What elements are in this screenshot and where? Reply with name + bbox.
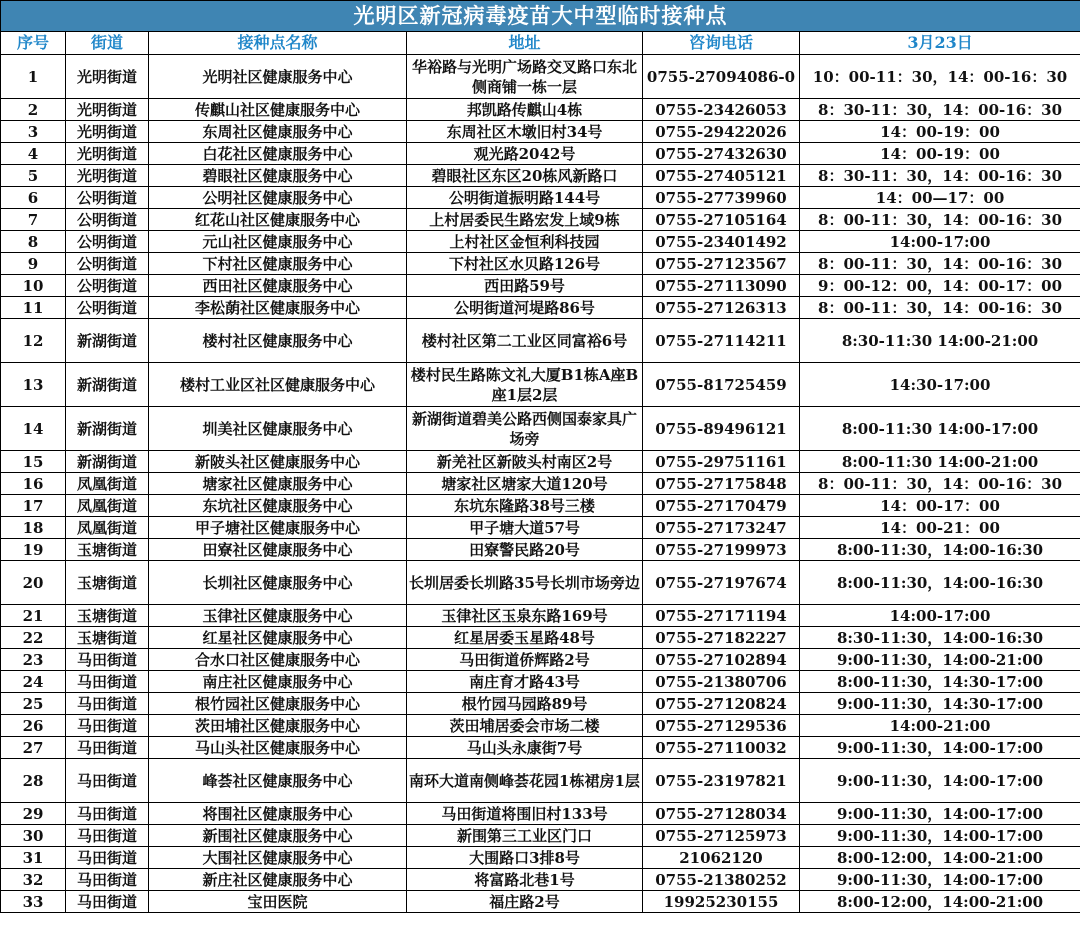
- cell-phone: 0755-27182227: [643, 627, 800, 649]
- cell-phone: 0755-27170479: [643, 495, 800, 517]
- table-row: [1, 143, 1080, 165]
- header-no: 序号: [1, 32, 66, 55]
- cell-hours: 9:00-11:30，14:00-17:00: [800, 737, 1080, 759]
- cell-address: 邦凯路传麒山4栋: [407, 99, 643, 121]
- cell-no: 28: [1, 759, 66, 803]
- cell-hours: 14:00-21:00: [800, 715, 1080, 737]
- table-row: [1, 539, 1080, 561]
- cell-street: 马田街道: [66, 693, 149, 715]
- header-address: 地址: [407, 32, 643, 55]
- cell-address: 南庄育才路43号: [407, 671, 643, 693]
- cell-phone: 0755-27113090: [643, 275, 800, 297]
- cell-street: 马田街道: [66, 715, 149, 737]
- cell-site-name: 元山社区健康服务中心: [149, 231, 407, 253]
- cell-address: 长圳居委长圳路35号长圳市场旁边: [407, 561, 643, 605]
- cell-phone: 0755-27123567: [643, 253, 800, 275]
- cell-phone: 0755-27094086-0: [643, 55, 800, 99]
- cell-hours: 9:00-11:30，14:00-17:00: [800, 803, 1080, 825]
- cell-phone: 0755-81725459: [643, 363, 800, 407]
- cell-street: 玉塘街道: [66, 561, 149, 605]
- cell-hours: 8:00-11:30，14:30-17:00: [800, 671, 1080, 693]
- cell-address: 马山头永康街7号: [407, 737, 643, 759]
- cell-no: 19: [1, 539, 66, 561]
- cell-no: 12: [1, 319, 66, 363]
- cell-no: 18: [1, 517, 66, 539]
- cell-hours: 8:00-11:30，14:00-16:30: [800, 539, 1080, 561]
- cell-street: 新湖街道: [66, 451, 149, 473]
- cell-site-name: 塘家社区健康服务中心: [149, 473, 407, 495]
- cell-site-name: 大围社区健康服务中心: [149, 847, 407, 869]
- cell-street: 公明街道: [66, 297, 149, 319]
- cell-street: 马田街道: [66, 737, 149, 759]
- cell-site-name: 楼村社区健康服务中心: [149, 319, 407, 363]
- table-row: [1, 803, 1080, 825]
- cell-address: 福庄路2号: [407, 891, 643, 913]
- cell-phone: 21062120: [643, 847, 800, 869]
- cell-site-name: 新围社区健康服务中心: [149, 825, 407, 847]
- cell-street: 马田街道: [66, 847, 149, 869]
- cell-site-name: 东周社区健康服务中心: [149, 121, 407, 143]
- cell-hours: 9:00-11:30，14:30-17:00: [800, 693, 1080, 715]
- table-row: [1, 55, 1080, 99]
- table-row: [1, 891, 1080, 913]
- cell-address: 观光路2042号: [407, 143, 643, 165]
- cell-hours: 8：00-11：30，14：00-16：30: [800, 209, 1080, 231]
- cell-hours: 8:00-11:30 14:00-21:00: [800, 451, 1080, 473]
- cell-address: 碧眼社区东区20栋风新路口: [407, 165, 643, 187]
- cell-hours: 10：00-11：30，14：00-16：30: [800, 55, 1080, 99]
- cell-no: 16: [1, 473, 66, 495]
- cell-address: 东周社区木墩旧村34号: [407, 121, 643, 143]
- cell-no: 33: [1, 891, 66, 913]
- cell-street: 玉塘街道: [66, 539, 149, 561]
- cell-site-name: 红花山社区健康服务中心: [149, 209, 407, 231]
- cell-street: 马田街道: [66, 891, 149, 913]
- cell-street: 马田街道: [66, 759, 149, 803]
- cell-phone: 0755-27114211: [643, 319, 800, 363]
- cell-no: 3: [1, 121, 66, 143]
- cell-no: 6: [1, 187, 66, 209]
- cell-street: 光明街道: [66, 165, 149, 187]
- cell-street: 新湖街道: [66, 363, 149, 407]
- cell-address: 上村居委民生路宏发上域9栋: [407, 209, 643, 231]
- cell-address: 新围第三工业区门口: [407, 825, 643, 847]
- header-date: 3月23日: [800, 32, 1080, 55]
- cell-phone: 0755-27126313: [643, 297, 800, 319]
- cell-site-name: 甲子塘社区健康服务中心: [149, 517, 407, 539]
- cell-site-name: 下村社区健康服务中心: [149, 253, 407, 275]
- cell-phone: 0755-27125973: [643, 825, 800, 847]
- cell-no: 20: [1, 561, 66, 605]
- cell-site-name: 新庄社区健康服务中心: [149, 869, 407, 891]
- cell-phone: 0755-89496121: [643, 407, 800, 451]
- cell-phone: 0755-27175848: [643, 473, 800, 495]
- cell-street: 新湖街道: [66, 319, 149, 363]
- cell-no: 2: [1, 99, 66, 121]
- cell-phone: 0755-27120824: [643, 693, 800, 715]
- table-row: [1, 407, 1080, 451]
- cell-site-name: 茨田埔社区健康服务中心: [149, 715, 407, 737]
- cell-phone: 0755-23426053: [643, 99, 800, 121]
- cell-hours: 8:00-11:30 14:00-17:00: [800, 407, 1080, 451]
- cell-no: 29: [1, 803, 66, 825]
- cell-no: 26: [1, 715, 66, 737]
- header-street: 街道: [66, 32, 149, 55]
- cell-address: 塘家社区塘家大道120号: [407, 473, 643, 495]
- cell-site-name: 传麒山社区健康服务中心: [149, 99, 407, 121]
- cell-site-name: 新陂头社区健康服务中心: [149, 451, 407, 473]
- cell-phone: 0755-27197674: [643, 561, 800, 605]
- cell-street: 马田街道: [66, 671, 149, 693]
- cell-no: 15: [1, 451, 66, 473]
- cell-street: 马田街道: [66, 825, 149, 847]
- cell-street: 新湖街道: [66, 407, 149, 451]
- cell-no: 11: [1, 297, 66, 319]
- cell-no: 24: [1, 671, 66, 693]
- header-phone: 咨询电话: [643, 32, 800, 55]
- cell-street: 马田街道: [66, 803, 149, 825]
- table-row: [1, 297, 1080, 319]
- table-row: [1, 649, 1080, 671]
- cell-hours: 9:00-11:30，14:00-17:00: [800, 869, 1080, 891]
- cell-hours: 8：00-11：30，14：00-16：30: [800, 473, 1080, 495]
- cell-no: 5: [1, 165, 66, 187]
- cell-street: 马田街道: [66, 649, 149, 671]
- cell-street: 公明街道: [66, 253, 149, 275]
- cell-site-name: 圳美社区健康服务中心: [149, 407, 407, 451]
- table-row: [1, 715, 1080, 737]
- cell-site-name: 东坑社区健康服务中心: [149, 495, 407, 517]
- cell-address: 楼村社区第二工业区同富裕6号: [407, 319, 643, 363]
- cell-address: 南环大道南侧峰荟花园1栋裙房1层: [407, 759, 643, 803]
- cell-hours: 14:00-17:00: [800, 231, 1080, 253]
- table-row: [1, 165, 1080, 187]
- cell-address: 马田街道将围旧村133号: [407, 803, 643, 825]
- cell-no: 30: [1, 825, 66, 847]
- cell-no: 9: [1, 253, 66, 275]
- cell-site-name: 峰荟社区健康服务中心: [149, 759, 407, 803]
- cell-address: 田寮警民路20号: [407, 539, 643, 561]
- cell-site-name: 长圳社区健康服务中心: [149, 561, 407, 605]
- cell-hours: 8:30-11:30 14:00-21:00: [800, 319, 1080, 363]
- cell-phone: 19925230155: [643, 891, 800, 913]
- cell-phone: 0755-21380706: [643, 671, 800, 693]
- cell-site-name: 光明社区健康服务中心: [149, 55, 407, 99]
- cell-street: 马田街道: [66, 869, 149, 891]
- cell-hours: 14:30-17:00: [800, 363, 1080, 407]
- cell-phone: 0755-27128034: [643, 803, 800, 825]
- table-row: [1, 209, 1080, 231]
- cell-hours: 14：00-19：00: [800, 143, 1080, 165]
- cell-street: 光明街道: [66, 121, 149, 143]
- cell-address: 下村社区水贝路126号: [407, 253, 643, 275]
- cell-phone: 0755-27102894: [643, 649, 800, 671]
- cell-phone: 0755-27199973: [643, 539, 800, 561]
- cell-phone: 0755-27405121: [643, 165, 800, 187]
- table-row: [1, 737, 1080, 759]
- cell-site-name: 田寮社区健康服务中心: [149, 539, 407, 561]
- cell-address: 红星居委玉星路48号: [407, 627, 643, 649]
- cell-hours: 8：30-11：30，14：00-16：30: [800, 165, 1080, 187]
- cell-no: 17: [1, 495, 66, 517]
- table-row: [1, 231, 1080, 253]
- cell-street: 玉塘街道: [66, 627, 149, 649]
- cell-site-name: 李松蓢社区健康服务中心: [149, 297, 407, 319]
- cell-no: 10: [1, 275, 66, 297]
- cell-address: 茨田埔居委会市场二楼: [407, 715, 643, 737]
- cell-no: 23: [1, 649, 66, 671]
- cell-hours: 8:00-11:30，14:00-16:30: [800, 561, 1080, 605]
- cell-phone: 0755-27105164: [643, 209, 800, 231]
- cell-hours: 9:00-11:30，14:00-21:00: [800, 649, 1080, 671]
- table-row: [1, 847, 1080, 869]
- cell-address: 玉律社区玉泉东路169号: [407, 605, 643, 627]
- table-row: [1, 671, 1080, 693]
- cell-hours: 9:00-11:30，14:00-17:00: [800, 825, 1080, 847]
- table-row: [1, 187, 1080, 209]
- cell-site-name: 根竹园社区健康服务中心: [149, 693, 407, 715]
- cell-site-name: 西田社区健康服务中心: [149, 275, 407, 297]
- table-title: 光明区新冠病毒疫苗大中型临时接种点: [1, 1, 1080, 32]
- cell-address: 西田路59号: [407, 275, 643, 297]
- cell-site-name: 红星社区健康服务中心: [149, 627, 407, 649]
- cell-address: 公明街道振明路144号: [407, 187, 643, 209]
- cell-no: 31: [1, 847, 66, 869]
- cell-phone: 0755-23401492: [643, 231, 800, 253]
- cell-hours: 8:00-12:00，14:00-21:00: [800, 847, 1080, 869]
- cell-hours: 9：00-12：00，14：00-17：00: [800, 275, 1080, 297]
- cell-site-name: 白花社区健康服务中心: [149, 143, 407, 165]
- cell-street: 光明街道: [66, 143, 149, 165]
- table-row: [1, 121, 1080, 143]
- cell-hours: 8:00-12:00，14:00-21:00: [800, 891, 1080, 913]
- table-row: [1, 605, 1080, 627]
- table-row: [1, 517, 1080, 539]
- cell-site-name: 楼村工业区社区健康服务中心: [149, 363, 407, 407]
- cell-phone: 0755-29751161: [643, 451, 800, 473]
- cell-address: 楼村民生路陈文礼大厦B1栋A座B座1层2层: [407, 363, 643, 407]
- cell-no: 25: [1, 693, 66, 715]
- table-body: [1, 55, 1080, 913]
- table-row: [1, 693, 1080, 715]
- cell-hours: 8：00-11：30，14：00-16：30: [800, 253, 1080, 275]
- table-row: [1, 253, 1080, 275]
- cell-hours: 8：30-11：30，14：00-16：30: [800, 99, 1080, 121]
- cell-address: 上村社区金恒利科技园: [407, 231, 643, 253]
- cell-no: 8: [1, 231, 66, 253]
- cell-street: 公明街道: [66, 275, 149, 297]
- cell-address: 根竹园马园路89号: [407, 693, 643, 715]
- cell-no: 32: [1, 869, 66, 891]
- cell-street: 光明街道: [66, 99, 149, 121]
- cell-hours: 14：00-17：00: [800, 495, 1080, 517]
- cell-street: 凤凰街道: [66, 495, 149, 517]
- table-row: [1, 759, 1080, 803]
- cell-site-name: 南庄社区健康服务中心: [149, 671, 407, 693]
- cell-no: 27: [1, 737, 66, 759]
- cell-site-name: 马山头社区健康服务中心: [149, 737, 407, 759]
- cell-street: 玉塘街道: [66, 605, 149, 627]
- cell-phone: 0755-23197821: [643, 759, 800, 803]
- table-row: [1, 319, 1080, 363]
- cell-site-name: 玉律社区健康服务中心: [149, 605, 407, 627]
- table-row: [1, 99, 1080, 121]
- cell-hours: 14：00-21：00: [800, 517, 1080, 539]
- table-row: [1, 869, 1080, 891]
- cell-address: 新羌社区新陂头村南区2号: [407, 451, 643, 473]
- table-row: [1, 825, 1080, 847]
- cell-address: 华裕路与光明广场路交叉路口东北侧商铺一栋一层: [407, 55, 643, 99]
- cell-phone: 0755-27110032: [643, 737, 800, 759]
- cell-no: 22: [1, 627, 66, 649]
- cell-address: 新湖街道碧美公路西侧国泰家具广场旁: [407, 407, 643, 451]
- cell-street: 公明街道: [66, 209, 149, 231]
- cell-no: 14: [1, 407, 66, 451]
- cell-phone: 0755-27171194: [643, 605, 800, 627]
- cell-hours: 14:00-17:00: [800, 605, 1080, 627]
- cell-address: 公明街道河堤路86号: [407, 297, 643, 319]
- cell-hours: 9:00-11:30，14:00-17:00: [800, 759, 1080, 803]
- cell-no: 21: [1, 605, 66, 627]
- cell-address: 马田街道侨辉路2号: [407, 649, 643, 671]
- cell-hours: 14：00-19：00: [800, 121, 1080, 143]
- cell-hours: 8:30-11:30，14:00-16:30: [800, 627, 1080, 649]
- cell-phone: 0755-29422026: [643, 121, 800, 143]
- table-row: [1, 561, 1080, 605]
- table-row: [1, 451, 1080, 473]
- cell-no: 1: [1, 55, 66, 99]
- table-row: [1, 627, 1080, 649]
- cell-site-name: 将围社区健康服务中心: [149, 803, 407, 825]
- cell-site-name: 碧眼社区健康服务中心: [149, 165, 407, 187]
- cell-site-name: 公明社区健康服务中心: [149, 187, 407, 209]
- cell-address: 大围路口3排8号: [407, 847, 643, 869]
- table-row: [1, 495, 1080, 517]
- cell-street: 光明街道: [66, 55, 149, 99]
- cell-no: 4: [1, 143, 66, 165]
- cell-address: 东坑东隆路38号三楼: [407, 495, 643, 517]
- cell-street: 凤凰街道: [66, 473, 149, 495]
- table-row: [1, 473, 1080, 495]
- cell-hours: 8：00-11：30，14：00-16：30: [800, 297, 1080, 319]
- cell-address: 甲子塘大道57号: [407, 517, 643, 539]
- cell-phone: 0755-27173247: [643, 517, 800, 539]
- cell-no: 7: [1, 209, 66, 231]
- cell-phone: 0755-21380252: [643, 869, 800, 891]
- table-row: [1, 275, 1080, 297]
- cell-phone: 0755-27739960: [643, 187, 800, 209]
- cell-site-name: 宝田医院: [149, 891, 407, 913]
- cell-street: 公明街道: [66, 187, 149, 209]
- cell-site-name: 合水口社区健康服务中心: [149, 649, 407, 671]
- table-row: [1, 363, 1080, 407]
- cell-address: 将富路北巷1号: [407, 869, 643, 891]
- cell-street: 凤凰街道: [66, 517, 149, 539]
- cell-hours: 14：00—17：00: [800, 187, 1080, 209]
- cell-no: 13: [1, 363, 66, 407]
- cell-phone: 0755-27432630: [643, 143, 800, 165]
- header-site-name: 接种点名称: [149, 32, 407, 55]
- cell-phone: 0755-27129536: [643, 715, 800, 737]
- cell-street: 公明街道: [66, 231, 149, 253]
